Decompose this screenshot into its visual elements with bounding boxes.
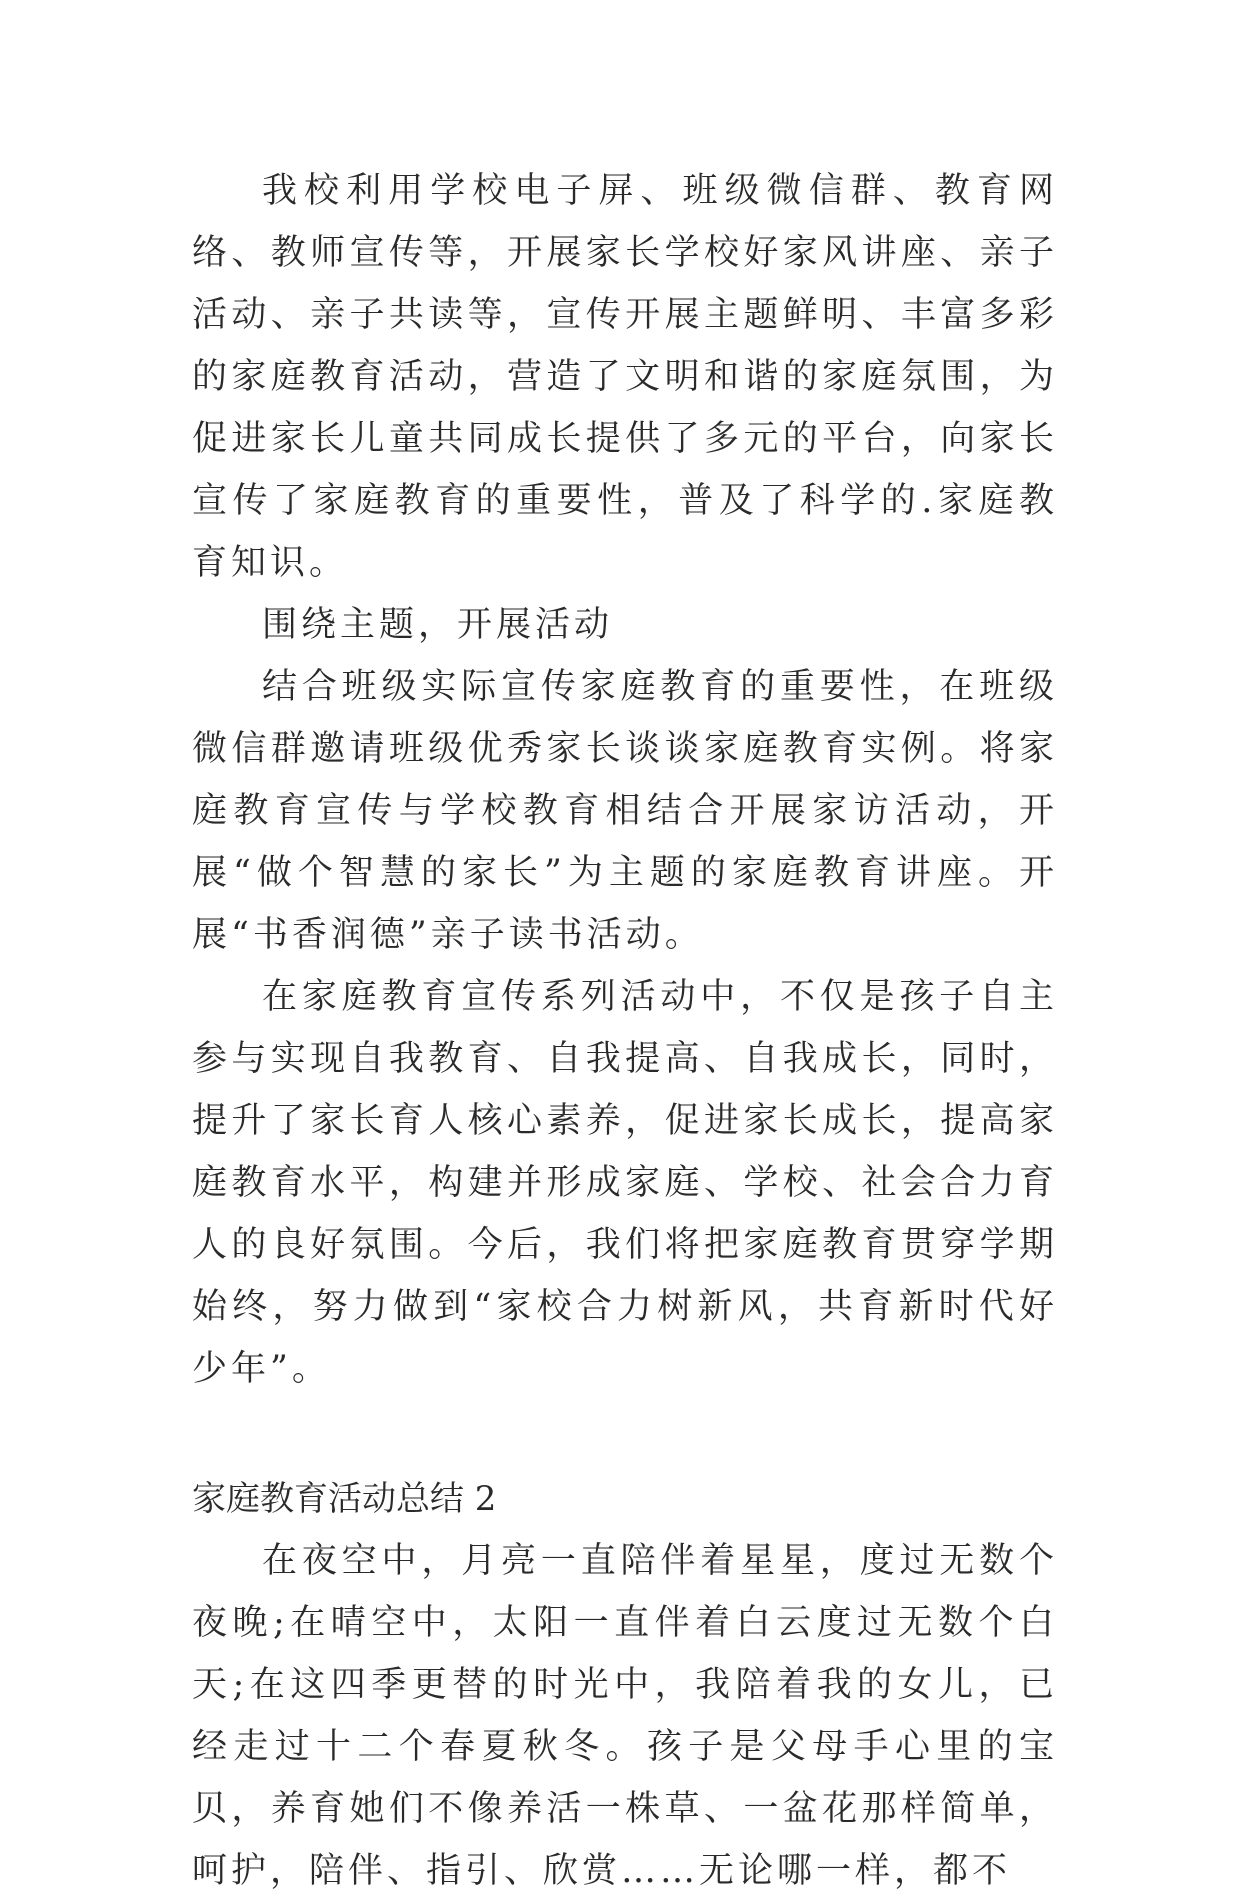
section-title: 家庭教育活动总结 2 xyxy=(192,1479,497,1519)
paragraph-subheading: 围绕主题，开展活动 xyxy=(262,605,614,645)
paragraph-section2-intro: 在夜空中，月亮一直陪伴着星星，度过无数个夜晚;在晴空中，太阳一直伴着白云度过无数个白天;在这四季更替的时光中，我陪着我的女儿，已经走过十二个春夏秋冬。孩子是父母手心里的宝贝，养育她们不像养活一株草、一盆花那样简单，呵护，陪伴、指引、欣赏……无论哪一样，都不 xyxy=(192,1541,1058,1891)
paragraph-class-activities: 结合班级实际宣传家庭教育的重要性，在班级微信群邀请班级优秀家长谈谈家庭教育实例。将家庭教育宣传与学校教育相结合开展家访活动，开展“做个智慧的家长”为主题的家庭教育讲座。开展“书香润德”亲子读书活动。 xyxy=(192,667,1058,955)
paragraph-summary: 在家庭教育宣传系列活动中，不仅是孩子自主参与实现自我教育、自我提高、自我成长，同时，提升了家长育人核心素养，促进家长成长，提高家庭教育水平，构建并形成家庭、学校、社会合力育人的良好氛围。今后，我们将把家庭教育贯穿学期始终，努力做到“家校合力树新风，共育新时代好少年”。 xyxy=(192,977,1058,1389)
paragraph-publicity: 我校利用学校电子屏、班级微信群、教育网络、教师宣传等，开展家长学校好家风讲座、亲子活动、亲子共读等，宣传开展主题鲜明、丰富多彩的家庭教育活动，营造了文明和谐的家庭氛围，为促进家长儿童共同成长提供了多元的平台，向家长宣传了家庭教育的重要性，普及了科学的.家庭教育知识。 xyxy=(192,171,1058,583)
document-body xyxy=(192,160,1058,1902)
